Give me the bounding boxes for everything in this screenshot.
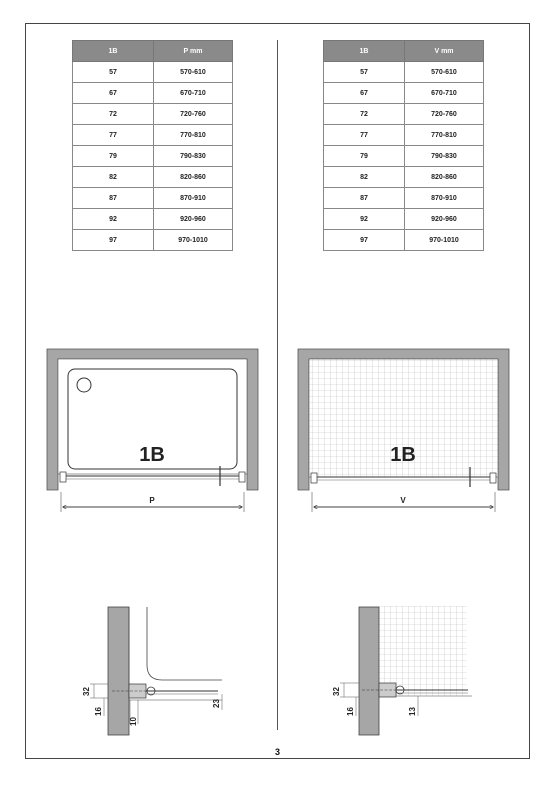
left-table-model-cell: 97: [73, 230, 154, 251]
right-table-model-cell: 97: [324, 230, 405, 251]
left-table-model-cell: 67: [73, 83, 154, 104]
left-table-model-cell: 72: [73, 104, 154, 125]
left-model-label: 1B: [139, 444, 165, 466]
left-table-model-cell: 92: [73, 209, 154, 230]
right-table-model-cell: 72: [324, 104, 405, 125]
right-dim-13: 13: [408, 707, 417, 716]
left-table-range-cell: 820-860: [154, 167, 233, 188]
right-table-range-cell: 970-1010: [405, 230, 484, 251]
left-dimension-label: P: [149, 496, 155, 505]
right-table-header-v: V mm: [405, 41, 484, 62]
left-table-range-cell: 770-810: [154, 125, 233, 146]
right-table-model-cell: 87: [324, 188, 405, 209]
left-dim-10: 10: [129, 717, 138, 726]
left-table-header-p: P mm: [154, 41, 233, 62]
left-table-range-cell: 790-830: [154, 146, 233, 167]
right-table-model-cell: 57: [324, 62, 405, 83]
left-dim-16: 16: [94, 707, 103, 716]
right-table-model-cell: 79: [324, 146, 405, 167]
right-table-range-cell: 770-810: [405, 125, 484, 146]
page-number: 3: [274, 747, 280, 757]
right-profile-detail: [340, 606, 472, 735]
right-table-model-cell: 82: [324, 167, 405, 188]
right-table-model-cell: 92: [324, 209, 405, 230]
right-plan-drawing: [298, 349, 509, 512]
right-dim-32: 32: [332, 687, 341, 696]
right-table-range-cell: 870-910: [405, 188, 484, 209]
right-dimension-label: V: [400, 496, 406, 505]
right-table-range-cell: 820-860: [405, 167, 484, 188]
left-table-range-cell: 870-910: [154, 188, 233, 209]
left-profile-detail: [90, 607, 222, 735]
left-table-model-cell: 77: [73, 125, 154, 146]
left-dim-32: 32: [82, 687, 91, 696]
right-table-range-cell: 920-960: [405, 209, 484, 230]
left-table-range-cell: 970-1010: [154, 230, 233, 251]
right-model-label: 1B: [390, 444, 416, 466]
left-table-model-cell: 57: [73, 62, 154, 83]
right-table-header-model: 1B: [324, 41, 405, 62]
left-table-range-cell: 670-710: [154, 83, 233, 104]
left-table-range-cell: 920-960: [154, 209, 233, 230]
left-table-model-cell: 82: [73, 167, 154, 188]
left-table-range-cell: 570-610: [154, 62, 233, 83]
right-table-range-cell: 720-760: [405, 104, 484, 125]
right-table-model-cell: 67: [324, 83, 405, 104]
drain-icon: [77, 378, 91, 392]
left-table-model-cell: 79: [73, 146, 154, 167]
right-table-range-cell: 570-610: [405, 62, 484, 83]
left-plan-drawing: [47, 349, 258, 512]
left-table-header-model: 1B: [73, 41, 154, 62]
left-table-model-cell: 87: [73, 188, 154, 209]
right-table-range-cell: 790-830: [405, 146, 484, 167]
right-dim-16: 16: [346, 707, 355, 716]
left-dim-23: 23: [212, 699, 221, 708]
left-table-range-cell: 720-760: [154, 104, 233, 125]
right-table-model-cell: 77: [324, 125, 405, 146]
right-table-range-cell: 670-710: [405, 83, 484, 104]
